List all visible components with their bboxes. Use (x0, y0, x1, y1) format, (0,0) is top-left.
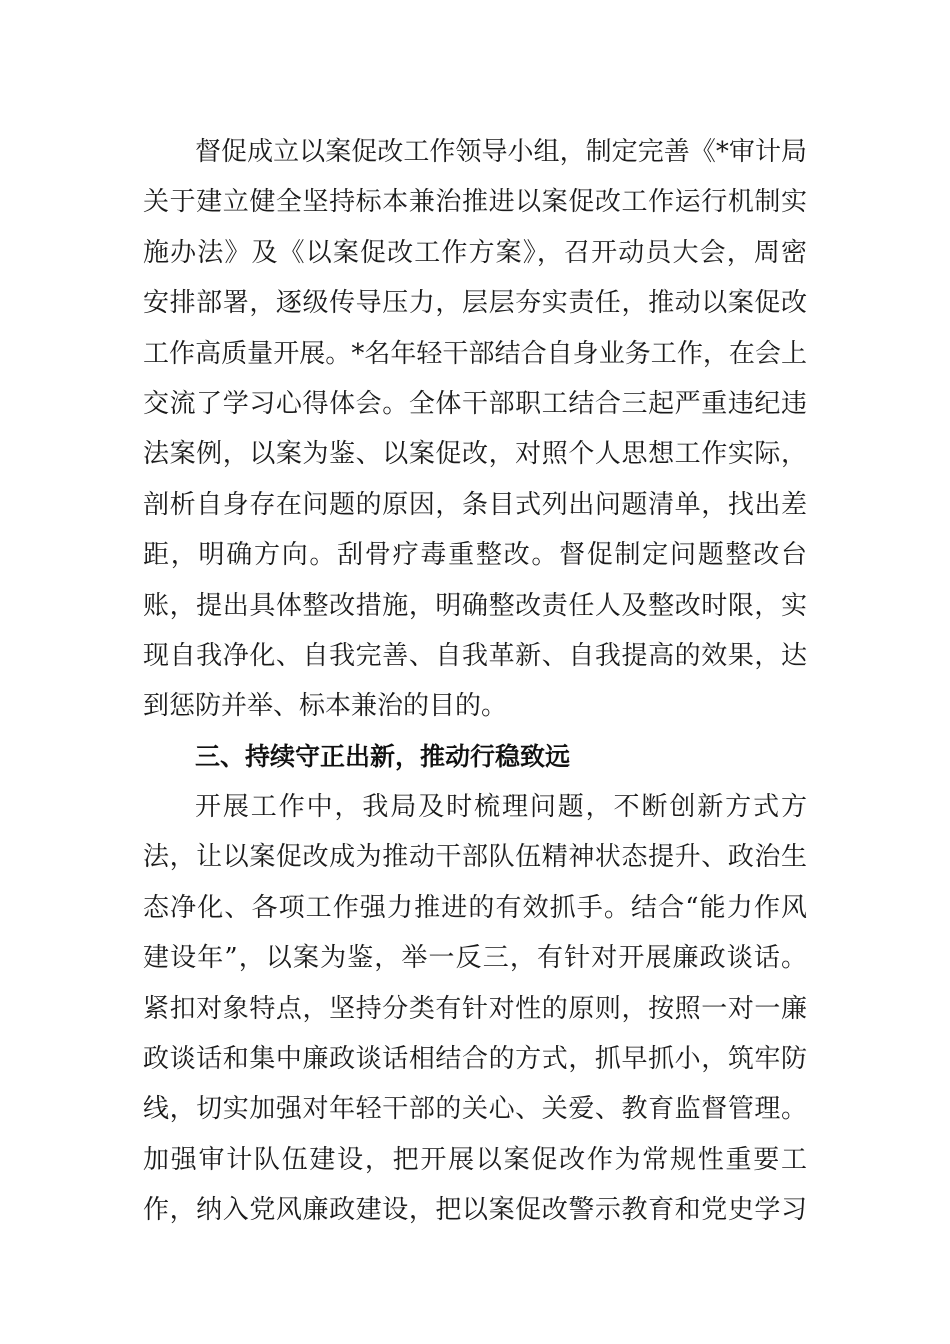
text-line: 法，让以案促改成为推动干部队伍精神状态提升、政治生 (143, 842, 807, 873)
text-line: 现自我净化、自我完善、自我革新、自我提高的效果，达 (143, 640, 807, 671)
text-line: 剖析自身存在问题的原因，条目式列出问题清单，找出差 (143, 489, 807, 520)
document-body (143, 127, 807, 1236)
text-line: 安排部署，逐级传导压力，层层夯实责任，推动以案促改 (143, 288, 807, 319)
section-heading: 三、持续守正出新，推动行稳致远 (195, 741, 571, 771)
text-line: 紧扣对象特点，坚持分类有针对性的原则，按照一对一廉 (143, 993, 807, 1024)
text-line: 作，纳入党风廉政建设，把以案促改警示教育和党史学习 (143, 1195, 807, 1226)
text-line: 政谈话和集中廉政谈话相结合的方式，抓早抓小，筑牢防 (143, 1044, 807, 1075)
text-line: 关于建立健全坚持标本兼治推进以案促改工作运行机制实 (143, 187, 807, 218)
text-line: 线，切实加强对年轻干部的关心、关爱、教育监督管理。 (143, 1094, 807, 1125)
text-line: 态净化、各项工作强力推进的有效抓手。结合“能力作风 (143, 892, 807, 923)
text-line: 工作高质量开展。*名年轻干部结合自身业务工作，在会上 (143, 338, 807, 369)
paragraph-1 (143, 127, 807, 732)
text-line: 交流了学习心得体会。全体干部职工结合三起严重违纪违 (143, 388, 807, 419)
text-line: 距，明确方向。刮骨疗毒重整改。督促制定问题整改台 (143, 540, 807, 571)
text-line: 加强审计队伍建设，把开展以案促改作为常规性重要工 (143, 1144, 807, 1175)
text-line: 督促成立以案促改工作领导小组，制定完善《*审计局 (195, 137, 807, 167)
paragraph-2 (143, 782, 807, 1236)
text-line: 开展工作中，我局及时梳理问题，不断创新方式方 (195, 792, 807, 823)
text-line: 到惩防并举、标本兼治的目的。 (143, 691, 508, 722)
text-line: 施办法》及《以案促改工作方案》，召开动员大会，周密 (143, 237, 807, 268)
text-line: 建设年”，以案为鉴，举一反三，有针对开展廉政谈话。 (143, 943, 807, 974)
text-line: 法案例，以案为鉴、以案促改，对照个人思想工作实际， (143, 439, 807, 470)
text-line: 账，提出具体整改措施，明确整改责任人及整改时限，实 (143, 590, 807, 621)
